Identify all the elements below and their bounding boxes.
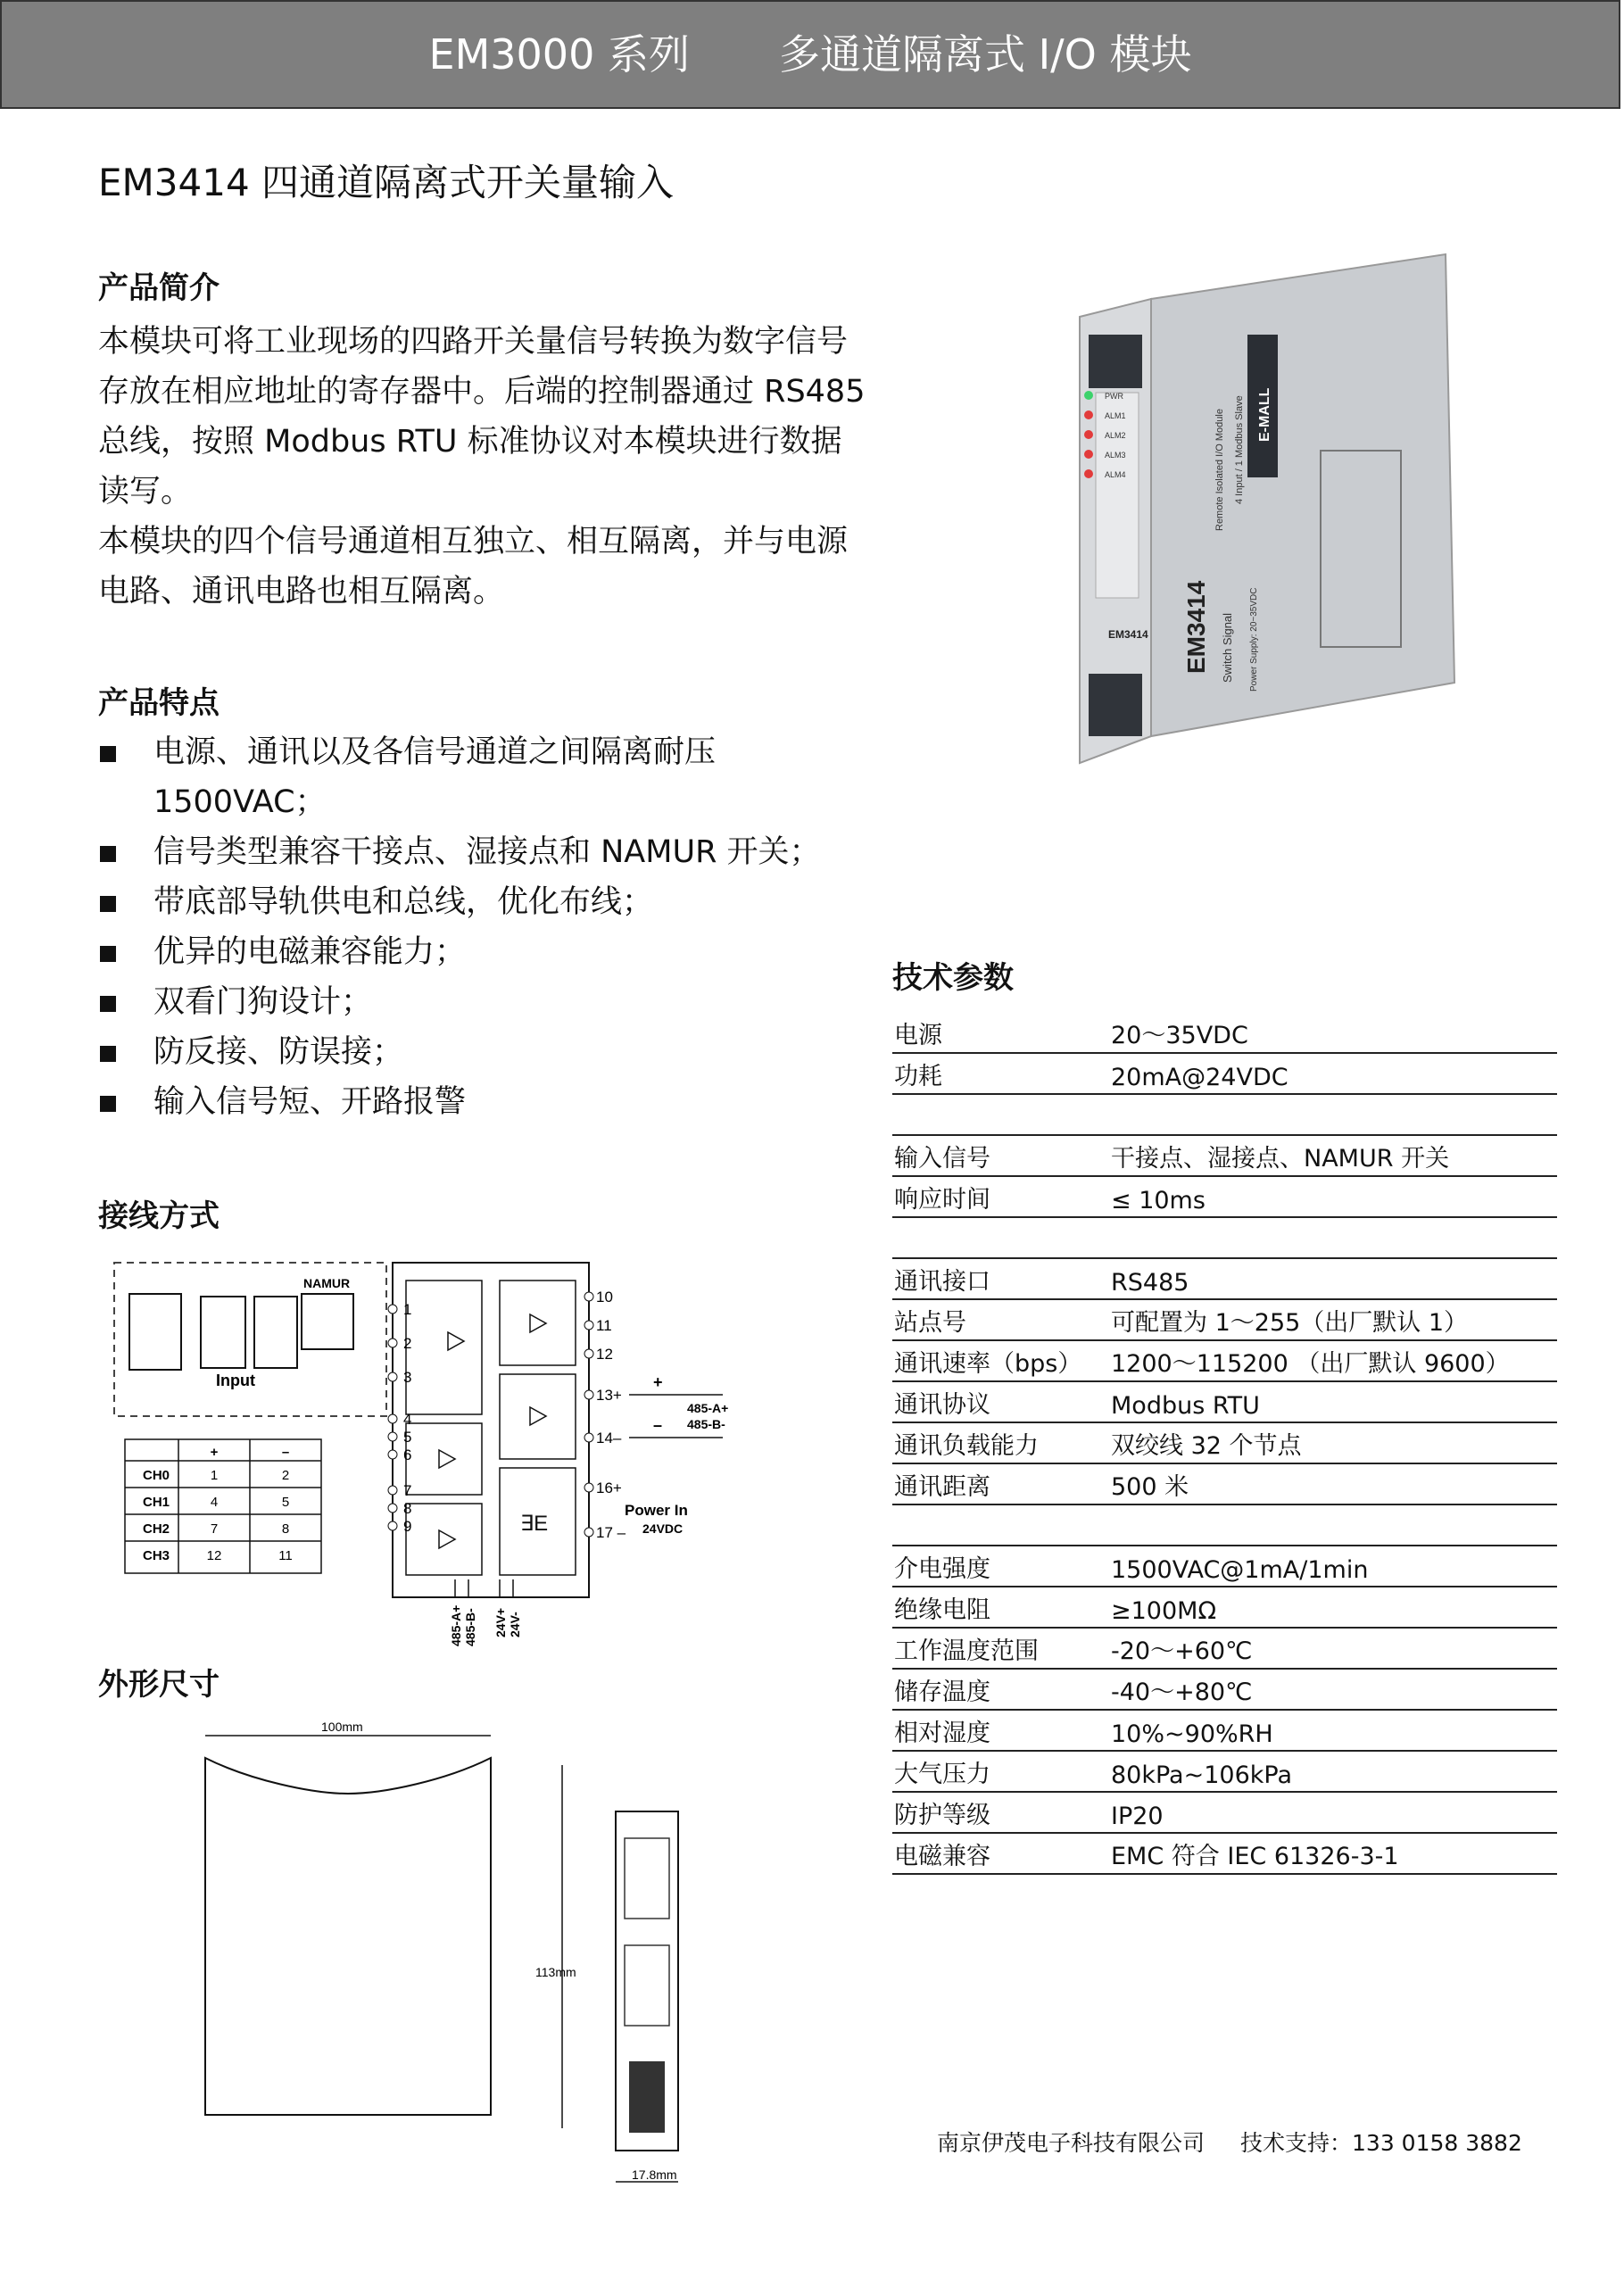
bullet-icon: [100, 746, 116, 762]
param-key: 功耗: [894, 1063, 942, 1090]
param-key: 通讯速率（bps）: [894, 1350, 1082, 1378]
intro-paragraph-1: 本模块可将工业现场的四路开关量信号转换为数字信号存放在相应地址的寄存器中。后端的控制器通过 RS485 总线，按照 Modbus RTU 标准协议对本模块进行数据读写。: [98, 324, 866, 510]
led-pwr: [1084, 391, 1093, 400]
support-phone: 技术支持：133 0158 3882: [1240, 2130, 1522, 2156]
feature-text: 信号类型兼容干接点、湿接点和 NAMUR 开关；: [153, 834, 821, 870]
bullet-icon: [100, 996, 116, 1012]
param-value: 1200～115200 （出厂默认 9600）: [1111, 1350, 1510, 1378]
terminal-block-top: [1089, 335, 1142, 388]
side-signal-label: Switch Signal: [1221, 612, 1234, 683]
page-title: EM3414 四通道隔离式开关量输入: [98, 161, 675, 204]
table-cell: 5: [281, 1495, 290, 1510]
terminal-label: 13+: [596, 1387, 622, 1404]
header-bar: [0, 0, 1620, 109]
side-model-label: EM3414: [1182, 580, 1210, 674]
param-value: 双绞线 32 个节点: [1111, 1432, 1302, 1460]
list-item: [98, 877, 866, 927]
feature-text: 双看门狗设计；: [153, 984, 373, 1020]
bus-a-label: 485-A+: [687, 1401, 729, 1415]
param-key: 储存温度: [894, 1678, 990, 1706]
intro-paragraph-2: 本模块的四个信号通道相互独立、相互隔离，并与电源电路、通讯电路也相互隔离。: [98, 524, 849, 609]
param-value: -40～+80℃: [1111, 1678, 1253, 1706]
table-row: [892, 1587, 1557, 1629]
param-key: 站点号: [894, 1309, 966, 1337]
side-desc2-label: 4 Input / 1 Modbus Slave: [1234, 395, 1245, 504]
bullet-icon: [100, 946, 116, 962]
table-cell: 4: [210, 1495, 219, 1510]
table-row: [892, 1464, 1557, 1505]
led-alm2: [1084, 430, 1093, 439]
table-cell: CH2: [143, 1521, 170, 1537]
product-image: [1053, 236, 1481, 790]
param-value: -20～+60℃: [1111, 1637, 1253, 1665]
table-row: [892, 1054, 1557, 1095]
feature-text: 输入信号短、开路报警: [153, 1084, 467, 1120]
wet-contact-icon: [201, 1297, 245, 1368]
terminal-label: 8: [403, 1500, 412, 1517]
param-key: 大气压力: [894, 1761, 990, 1788]
table-row: [892, 1423, 1557, 1464]
table-row: [892, 1711, 1557, 1752]
list-item: [98, 927, 866, 977]
table-row: [892, 1136, 1557, 1177]
table-cell: 11: [278, 1548, 293, 1563]
table-row: [892, 1382, 1557, 1423]
led-label: ALM3: [1105, 451, 1126, 460]
power-voltage-label: 24VDC: [642, 1521, 684, 1536]
param-key: 电磁兼容: [894, 1843, 990, 1870]
terminal-label: 4: [403, 1411, 412, 1428]
bus-plus-sign: +: [653, 1373, 663, 1391]
table-row: [892, 1177, 1557, 1218]
param-key: 输入信号: [894, 1145, 990, 1173]
param-key: 绝缘电阻: [894, 1596, 990, 1624]
list-item: [98, 977, 866, 1027]
width-label: 100mm: [321, 1720, 363, 1734]
param-value: 500 米: [1111, 1473, 1189, 1501]
param-key: 介电强度: [894, 1555, 990, 1583]
param-value: EMC 符合 IEC 61326-3-1: [1111, 1843, 1399, 1870]
param-key: 通讯协议: [894, 1391, 990, 1419]
param-value: Modbus RTU: [1111, 1392, 1260, 1420]
terminal-label: 3: [403, 1369, 412, 1386]
table-row: [892, 1095, 1557, 1136]
table-row: [892, 1505, 1557, 1546]
module-outline: [393, 1263, 589, 1597]
terminal-label: 12: [596, 1346, 613, 1363]
list-item: [98, 827, 866, 877]
table-head-plus: +: [210, 1445, 219, 1460]
led-alm4: [1084, 469, 1093, 478]
param-key: 电源: [894, 1022, 942, 1049]
list-item: [98, 1027, 866, 1077]
bullet-icon: [100, 1046, 116, 1062]
led-label: ALM1: [1105, 411, 1126, 420]
features-heading: 产品特点: [98, 685, 220, 721]
param-key: 响应时间: [894, 1186, 990, 1214]
param-value: ≤ 10ms: [1111, 1187, 1206, 1214]
terminal-label: 5: [403, 1429, 412, 1446]
param-value: 干接点、湿接点、NAMUR 开关: [1111, 1145, 1450, 1173]
bus-b-label: 485-B-: [687, 1417, 725, 1431]
terminal-label: 9: [403, 1518, 412, 1535]
param-key: 通讯接口: [894, 1268, 990, 1296]
dry-contact-icon: [129, 1294, 181, 1370]
intro-heading: 产品简介: [98, 270, 220, 306]
namur-label: NAMUR: [303, 1276, 351, 1290]
dimensions-heading: 外形尺寸: [98, 1667, 220, 1703]
led-label: ALM4: [1105, 470, 1126, 479]
dimension-drawing: [178, 1713, 732, 2213]
params-heading: 技术参数: [892, 960, 1014, 996]
param-value: 1500VAC@1mA/1min: [1111, 1556, 1369, 1584]
namur-icon: [302, 1294, 353, 1349]
table-cell: CH1: [143, 1495, 170, 1510]
feature-text: 电源、通讯以及各信号通道之间隔离耐压 1500VAC；: [153, 734, 717, 820]
depth-label: 17.8mm: [632, 2168, 677, 2182]
table-row: [892, 1752, 1557, 1793]
led-alm3: [1084, 450, 1093, 459]
list-item: [98, 727, 866, 827]
terminal-label: 11: [596, 1317, 612, 1334]
param-key: 通讯负载能力: [894, 1432, 1039, 1460]
table-cell: 2: [281, 1468, 290, 1483]
table-cell: CH0: [143, 1468, 170, 1483]
side-outline: [205, 1758, 491, 2115]
table-row: [892, 1259, 1557, 1300]
terminal-label: 7: [403, 1482, 412, 1499]
table-row: [892, 1834, 1557, 1875]
led-label: ALM2: [1105, 431, 1126, 440]
feature-text: 带底部导轨供电和总线，优化布线；: [153, 884, 654, 920]
bottom-terminal-label: 485-A+: [449, 1604, 463, 1646]
switch-icon: [254, 1297, 297, 1368]
table-cell: 8: [281, 1521, 290, 1537]
terminal-label: 2: [403, 1335, 412, 1352]
front-model-label: EM3414: [1108, 628, 1148, 641]
table-row: [892, 1670, 1557, 1711]
table-row: [892, 1218, 1557, 1259]
bottom-terminal-label: 24V-: [508, 1612, 522, 1637]
wiring-heading: 接线方式: [98, 1198, 220, 1234]
terminal-label: 17 –: [596, 1524, 626, 1541]
table-cell: 12: [206, 1548, 222, 1563]
bullet-icon: [100, 846, 116, 862]
bullet-icon: [100, 896, 116, 912]
list-item: [98, 1077, 866, 1127]
param-key: 工作温度范围: [894, 1637, 1039, 1665]
feature-text: 优异的电磁兼容能力；: [153, 934, 467, 970]
terminal-label: 14–: [596, 1430, 622, 1446]
param-value: 20～35VDC: [1111, 1022, 1248, 1049]
param-value: IP20: [1111, 1803, 1164, 1830]
table-cell: CH3: [143, 1548, 170, 1563]
side-desc-label: Remote Isolated I/O Module: [1214, 409, 1225, 531]
terminal-label: 6: [403, 1446, 412, 1463]
param-key: 通讯距离: [894, 1473, 990, 1501]
front-label: [1096, 393, 1139, 598]
param-value: 可配置为 1～255（出厂默认 1）: [1111, 1309, 1469, 1337]
wiring-diagram: [107, 1254, 785, 1655]
bottom-terminal-label: 24V+: [493, 1607, 508, 1637]
table-row: [892, 1793, 1557, 1834]
bullet-icon: [100, 1096, 116, 1112]
terminal-label: 16+: [596, 1480, 622, 1496]
param-value: 80kPa~106kPa: [1111, 1761, 1293, 1789]
input-label: Input: [216, 1372, 255, 1389]
side-power-label: Power Supply: 20~35VDC: [1249, 587, 1259, 692]
brand-label: E-MALL: [1257, 387, 1272, 442]
series-subtitle: 多通道隔离式 I/O 模块: [778, 30, 1192, 79]
terminal-label: 1: [403, 1301, 412, 1318]
rail-clip: [629, 2061, 665, 2133]
footer: [937, 2126, 1522, 2158]
table-row: [892, 1013, 1557, 1054]
led-label: PWR: [1105, 392, 1123, 401]
param-key: 防护等级: [894, 1802, 990, 1829]
feature-list: [98, 727, 866, 1127]
intro-text: [98, 317, 866, 617]
param-value: 20mA@24VDC: [1111, 1064, 1288, 1091]
company-name: 南京伊茂电子科技有限公司: [937, 2130, 1206, 2156]
table-row: [892, 1546, 1557, 1587]
table-row: [892, 1629, 1557, 1670]
feature-text: 防反接、防误接；: [153, 1034, 404, 1070]
bottom-terminal-label: 485-B-: [463, 1608, 477, 1646]
height-label: 113mm: [535, 1965, 576, 1979]
param-value: RS485: [1111, 1269, 1189, 1297]
param-value: ≥100MΩ: [1111, 1597, 1217, 1625]
table-row: [892, 1341, 1557, 1382]
table-head-minus: –: [281, 1445, 290, 1460]
bus-minus-sign: –: [653, 1416, 663, 1434]
param-key: 相对湿度: [894, 1720, 990, 1747]
terminal-block-bottom: [1089, 674, 1142, 736]
isolation-symbol: ∃E: [520, 1512, 549, 1536]
param-value: 10%~90%RH: [1111, 1720, 1273, 1748]
params-table: [892, 1013, 1557, 1875]
table-cell: 7: [210, 1521, 219, 1537]
led-alm1: [1084, 410, 1093, 419]
table-row: [892, 1300, 1557, 1341]
terminal-label: 10: [596, 1289, 613, 1305]
series-title: EM3000 系列: [428, 30, 690, 79]
power-in-label: Power In: [625, 1502, 688, 1519]
table-cell: 1: [210, 1468, 219, 1483]
